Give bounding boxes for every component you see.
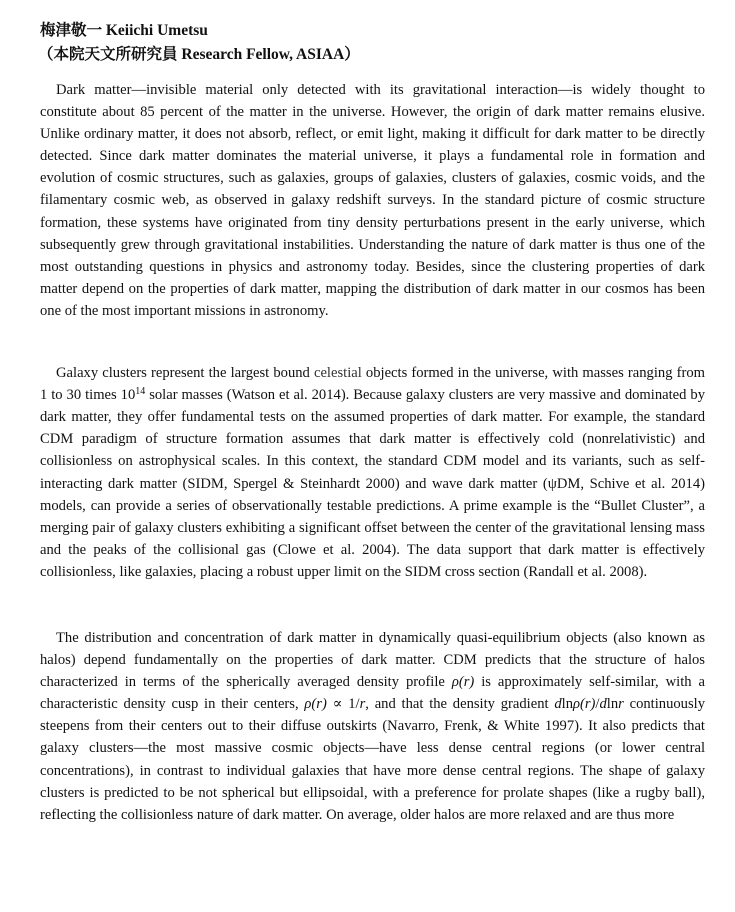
math-rho: ρ(r) — [451, 674, 475, 691]
exponent: 14 — [135, 386, 146, 398]
affiliation-line: （本院天文所研究員 Research Fellow, ASIAA） — [38, 46, 360, 63]
paragraph-2: Galaxy clusters represent the largest bound celestial objects formed in the universe, with masses ranging from 1 to 30 times $10^{14}$ solar masses (Watson et al. 2014). Because galaxy clusters are very massive and dominated by dark matter, they offer fundamental tests on the assumed properties of dark matter. For example, the standard CDM paradigm of structure formation assumes that dark matter is effectively cold (nonrelativistic) and collisionless on astrophysical scales. In this context, the standard CDM model and its variants, such as self-interacting dark matter (SIDM, Spergel & Steinhardt 2000) and wave dark matter (ψDM, Schive et al. 2014) models, can provide a series of observationally testable predictions. A prime example is the “Bullet Cluster”, a merging pair of galaxy clusters exhibiting a significant offset between the center of the gravitational lensing mass and the peaks of the collisional gas (Clowe et al. 2004). The data support that dark matter is effectively collisionless, like galaxies, placing a robust upper limit on the SIDM cross section (Randall et al. 2008). — [40, 365, 705, 580]
math-d: d — [599, 696, 607, 713]
author-line: 梅津敬一 Keiichi Umetsu — [40, 22, 208, 39]
math-rho: ρ(r) — [304, 696, 327, 713]
math-d: d — [554, 696, 562, 713]
math-r: r — [618, 696, 624, 713]
math-rho: ρ(r) — [573, 696, 596, 713]
highlighted-word: celestial — [313, 365, 362, 382]
paragraph-1: Dark matter—invisible material only detected with its gravitational interaction—is widely thought to constitute about 85 percent of the matter in the universe. However, the origin of dark matter remains elusive. Unlike ordinary matter, it does not absorb, reflect, or emit light, making it difficult for dark matter to be directly detected. Since dark matter dominates the material universe, it plays a fundamental role in formation and evolution of cosmic structures, such as galaxies, groups of galaxies, clusters of galaxies, cosmic voids, and the filamentary cosmic web, as observed in galaxy redshift surveys. In the standard picture of cosmic structure formation, these systems have originated from tiny density perturbations present in the early universe, which subsequently grew through gravitational instabilities. Understanding the nature of dark matter is thus one of the most outstanding questions in physics and astronomy today. Besides, since the clustering properties of dark matter depend on the properties of dark matter, mapping the distribution of dark matter in our cosmos has been one of the most important missions in astronomy. — [40, 82, 705, 319]
paragraph-3: The distribution and concentration of dark matter in dynamically quasi-equilibrium objects (also known as halos) depend fundamentally on the properties of dark matter. CDM predicts that the structure of halos characterized in terms of the spherically averaged density profile ρ(r) is approximately self-similar, with a characteristic density cusp in their centers, ρ(r) ∝ 1/r, and that the density gradient dlnρ(r)/dlnr continuously steepens from their centers out to their diffuse outskirts (Navarro, Frenk, & White 1997). It also predicts that galaxy clusters—the most massive cosmic objects—have less dense central regions (or lower central concentrations), in contrast to individual galaxies that have more dense central regions. The shape of galaxy clusters is predicted to be not spherical but ellipsoidal, with a preference for prolate shapes (like a rugby ball), reflecting the collisionless nature of dark matter. On average, older halos are more relaxed and are thus more — [40, 629, 706, 823]
math-r: r — [359, 696, 366, 713]
